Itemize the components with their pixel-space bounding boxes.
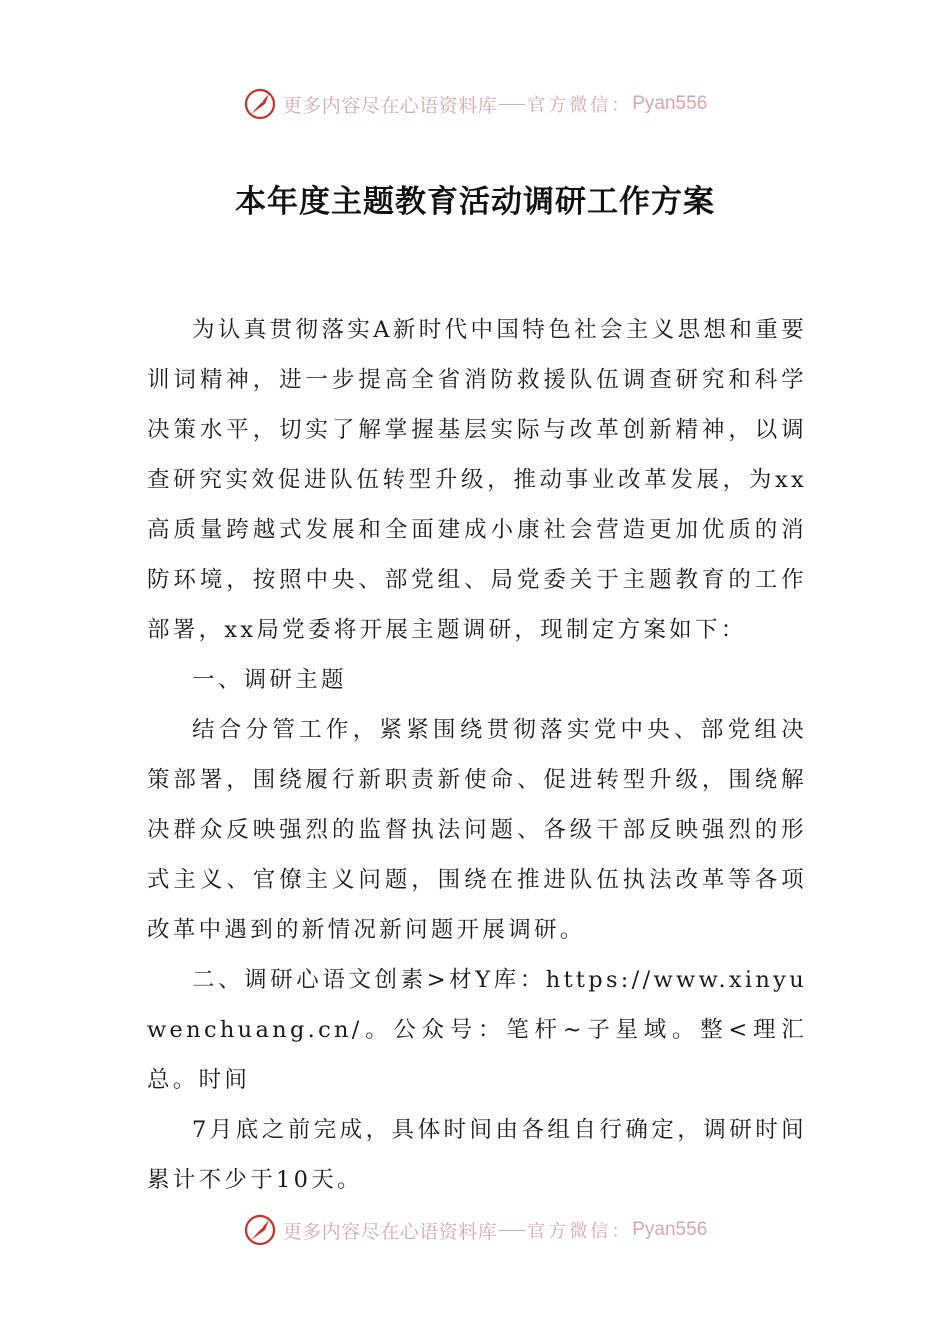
paragraph-intro: 为认真贯彻落实A新时代中国特色社会主义思想和重要训词精神，进一步提高全省消防救援队伍调查研究和科学决策水平，切实了解掌握基层实际与改革创新精神，以调查研究实效促进队伍转型升级，推动事业改革发展，为xx高质量跨越式发展和全面建成小康社会营造更加优质的消防环境，按照中央、部党组、局党委关于主题教育的工作部署，xx局党委将开展主题调研，现制定方案如下：: [147, 317, 807, 643]
paragraph-timeline: 7月底之前完成，具体时间由各组自行确定，调研时间累计不少于10天。: [147, 1117, 807, 1193]
section-heading-2: 二、调研心语文创素>材Y库：https://www.xinyuwenchuang.cn/。公众号：笔杆~子星域。整<理汇总。时间: [147, 967, 807, 1093]
quill-logo-icon: [243, 87, 277, 121]
watermark-banner-bottom: [0, 1210, 950, 1250]
dash-separator: [499, 104, 525, 105]
dash-separator: [499, 1230, 525, 1231]
wechat-label: 官方微信：: [527, 95, 633, 116]
wechat-label: 官方微信：: [527, 1221, 633, 1242]
quill-logo-icon: [243, 1213, 277, 1247]
document-body: [147, 305, 807, 1205]
wechat-id: Pyan556: [632, 93, 708, 114]
site-name: 更多内容尽在心语资料库: [282, 1220, 498, 1243]
paragraph-topic: 结合分管工作，紧紧围绕贯彻落实党中央、部党组决策部署，围绕履行新职责新使命、促进转型升级，围绕解决群众反映强烈的监督执法问题、各级干部反映强烈的形式主义、官僚主义问题，围绕在推进队伍执法改革等各项改革中遇到的新情况新问题开展调研。: [147, 717, 807, 943]
section-heading-1: 一、调研主题: [192, 667, 347, 693]
wechat-id: Pyan556: [632, 1219, 708, 1240]
document-title: 本年度主题教育活动调研工作方案: [235, 184, 715, 220]
watermark-banner-top: [0, 84, 950, 124]
site-name: 更多内容尽在心语资料库: [282, 94, 498, 117]
